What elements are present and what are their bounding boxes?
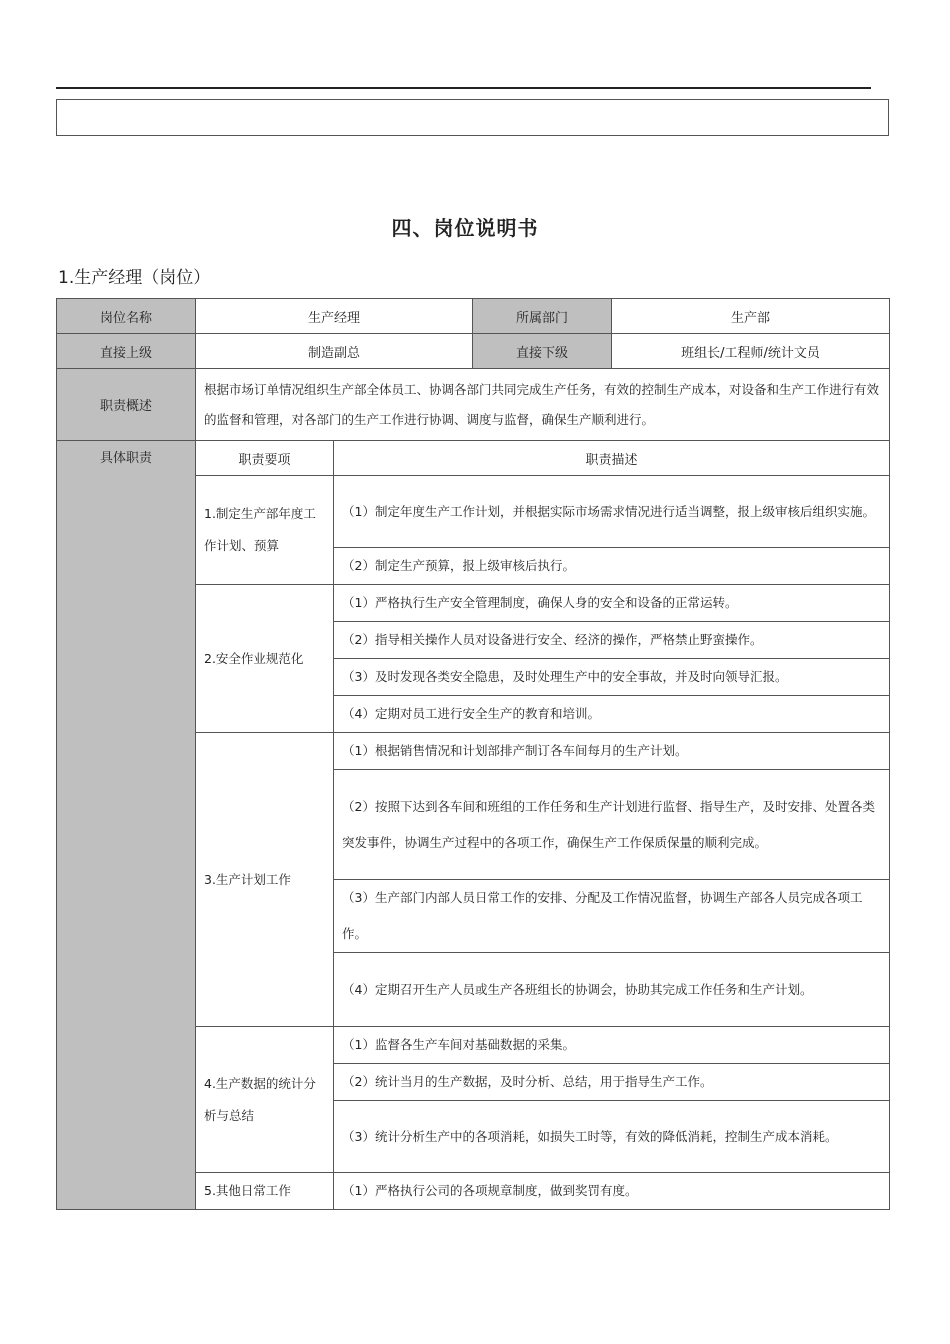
superior-value: 制造副总 <box>196 334 473 369</box>
duty-item: 3.生产计划工作 <box>196 733 334 1027</box>
summary-label: 职责概述 <box>57 369 196 441</box>
superior-label: 直接上级 <box>57 334 196 369</box>
duty-desc: （4）定期召开生产人员或生产各班组长的协调会，协助其完成工作任务和生产计划。 <box>334 953 890 1027</box>
name-label: 岗位名称 <box>57 299 196 334</box>
duties-label: 具体职责 <box>57 441 196 1210</box>
duty-desc: （2）统计当月的生产数据，及时分析、总结，用于指导生产工作。 <box>334 1064 890 1101</box>
duty-item: 2.安全作业规范化 <box>196 585 334 733</box>
duties-header-row <box>57 441 890 476</box>
duty-desc: （3）生产部门内部人员日常工作的安排、分配及工作情况监督，协调生产部各人员完成各项工作。 <box>334 880 890 953</box>
summary-row <box>57 369 890 441</box>
info-row-2 <box>57 334 890 369</box>
name-value: 生产经理 <box>196 299 473 334</box>
duty-item: 4.生产数据的统计分析与总结 <box>196 1027 334 1173</box>
summary-text: 根据市场订单情况组织生产部全体员工、协调各部门共同完成生产任务，有效的控制生产成本，对设备和生产工作进行有效的监督和管理，对各部门的生产工作进行协调、调度与监督，确保生产顺利进行。 <box>196 369 890 441</box>
duty-desc: （3）统计分析生产中的各项消耗，如损失工时等，有效的降低消耗，控制生产成本消耗。 <box>334 1101 890 1173</box>
duty-desc: （1）严格执行生产安全管理制度，确保人身的安全和设备的正常运转。 <box>334 585 890 622</box>
duty-desc: （2）制定生产预算，报上级审核后执行。 <box>334 548 890 585</box>
duty-desc: （1）严格执行公司的各项规章制度，做到奖罚有度。 <box>334 1173 890 1210</box>
duty-desc: （2）指导相关操作人员对设备进行安全、经济的操作，严格禁止野蛮操作。 <box>334 622 890 659</box>
duty-desc: （3）及时发现各类安全隐患，及时处理生产中的安全事故，并及时向领导汇报。 <box>334 659 890 696</box>
sub-title: 1.生产经理（岗位） <box>58 268 211 288</box>
duty-item: 5.其他日常工作 <box>196 1173 334 1210</box>
duty-desc: （1）监督各生产车间对基础数据的采集。 <box>334 1027 890 1064</box>
job-description-table <box>56 298 890 1210</box>
info-row-1 <box>57 299 890 334</box>
subordinate-value: 班组长/工程师/统计文员 <box>612 334 890 369</box>
col-desc-header: 职责描述 <box>334 441 890 476</box>
duty-desc: （4）定期对员工进行安全生产的教育和培训。 <box>334 696 890 733</box>
subordinate-label: 直接下级 <box>473 334 612 369</box>
duty-desc: （1）制定年度生产工作计划，并根据实际市场需求情况进行适当调整，报上级审核后组织实施。 <box>334 476 890 548</box>
section-title: 四、岗位说明书 <box>391 216 539 240</box>
col-item-header: 职责要项 <box>196 441 334 476</box>
duty-desc: （2）按照下达到各车间和班组的工作任务和生产计划进行监督、指导生产，及时安排、处置各类突发事件，协调生产过程中的各项工作，确保生产工作保质保量的顺利完成。 <box>334 770 890 880</box>
header-rule <box>56 87 871 89</box>
header-box <box>56 99 889 136</box>
duty-desc: （1）根据销售情况和计划部排产制订各车间每月的生产计划。 <box>334 733 890 770</box>
dept-value: 生产部 <box>612 299 890 334</box>
duty-item: 1.制定生产部年度工作计划、预算 <box>196 476 334 585</box>
dept-label: 所属部门 <box>473 299 612 334</box>
